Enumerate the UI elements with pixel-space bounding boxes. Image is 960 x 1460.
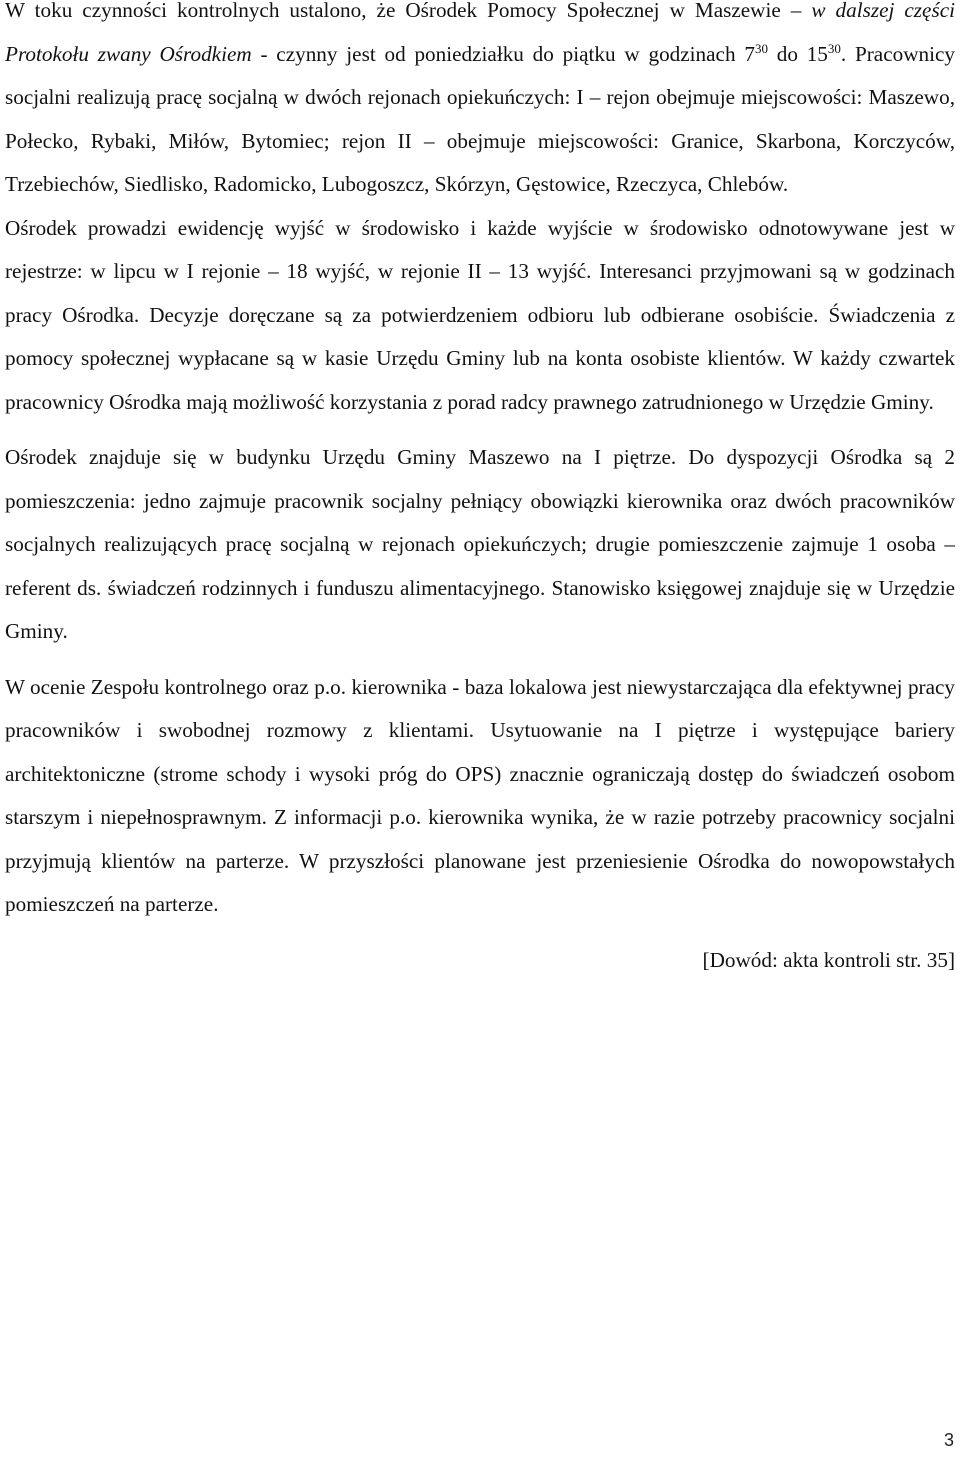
- evidence-reference: [Dowód: akta kontroli str. 35]: [702, 947, 955, 972]
- superscript-minutes: 30: [754, 40, 768, 56]
- page-number: 3: [943, 1430, 954, 1450]
- text-segment: Ośrodek znajduje się w budynku Urzędu Gminy Maszewo na I piętrze. Do dyspozycji Ośrodka są 2 pomieszczenia: jedno zajmuje pracownik socjalny pełniący obowiązki kierownika oraz dwóch pracowników socjalnych realizujących pracę socjalną w rejonach opiekuńczych; drugie pomieszczenie zajmuje 1 osoba – referent ds. świadczeń rodzinnych i funduszu alimentacyjnego. Stanowisko księgowej znajduje się w Urzędzie Gminy.: [5, 445, 955, 643]
- italic-segment: w dalszej części Protokołu zwany Ośrodkiem: [5, 0, 955, 66]
- text-segment: Ośrodek prowadzi ewidencję wyjść w środowisko i każde wyjście w środowisko odnotowywane jest w rejestrze: w lipcu w I rejonie – 18 wyjść, w rejonie II – 13 wyjść. Interesanci przyjmowani są w godzinach pracy Ośrodka. Decyzje doręczane są za potwierdzeniem odbioru lub odbierane osobiście. Świadczenia z pomocy społecznej wypłacane są w kasie Urzędu Gminy lub na konta osobiste klientów. W każdy czwartek pracownicy Ośrodka mają możliwość korzystania z porad radcy prawnego zatrudnionego w Urzędzie Gminy.: [5, 215, 955, 414]
- text-segment: W toku czynności kontrolnych ustalono, że Ośrodek Pomocy Społecznej w Maszewie –: [5, 0, 812, 22]
- paragraph-assessment: [5, 666, 955, 927]
- text-segment: - czynny jest od poniedziałku do piątku w godzinach 7: [251, 41, 755, 66]
- paragraph-records-and-decisions: [5, 207, 955, 425]
- paragraph-opening-hours: [5, 0, 955, 207]
- text-segment: do 15: [767, 41, 828, 66]
- paragraph-premises: [5, 436, 955, 654]
- superscript-minutes: 30: [827, 40, 841, 56]
- text-segment: . Pracownicy socjalni realizują pracę socjalną w dwóch rejonach opiekuńczych: I – rejon obejmuje miejscowości: Maszewo, Połecko, Rybaki, Miłów, Bytomiec; rejon II – obejmuje miejscowości: Granice, Skarbona, Korczyców, Trzebiechów, Siedlisko, Radomicko, Lubogoszcz, Skórzyn, Gęstowice, Rzeczyca, Chlebów.: [5, 41, 955, 196]
- document-page: [5, 0, 955, 982]
- text-segment: W ocenie Zespołu kontrolnego oraz p.o. kierownika - baza lokalowa jest niewystarczająca dla efektywnej pracy pracowników i swobodnej rozmowy z klientami. Usytuowanie na I piętrze i występujące bariery architektoniczne (strome schody i wysoki próg do OPS) znacznie ograniczają dostęp do świadczeń osobom starszym i niepełnosprawnym. Z informacji p.o. kierownika wynika, że w razie potrzeby pracownicy socjalni przyjmują klientów na parterze. W przyszłości planowane jest przeniesienie Ośrodka do nowopowstałych pomieszczeń na parterze.: [5, 674, 955, 916]
